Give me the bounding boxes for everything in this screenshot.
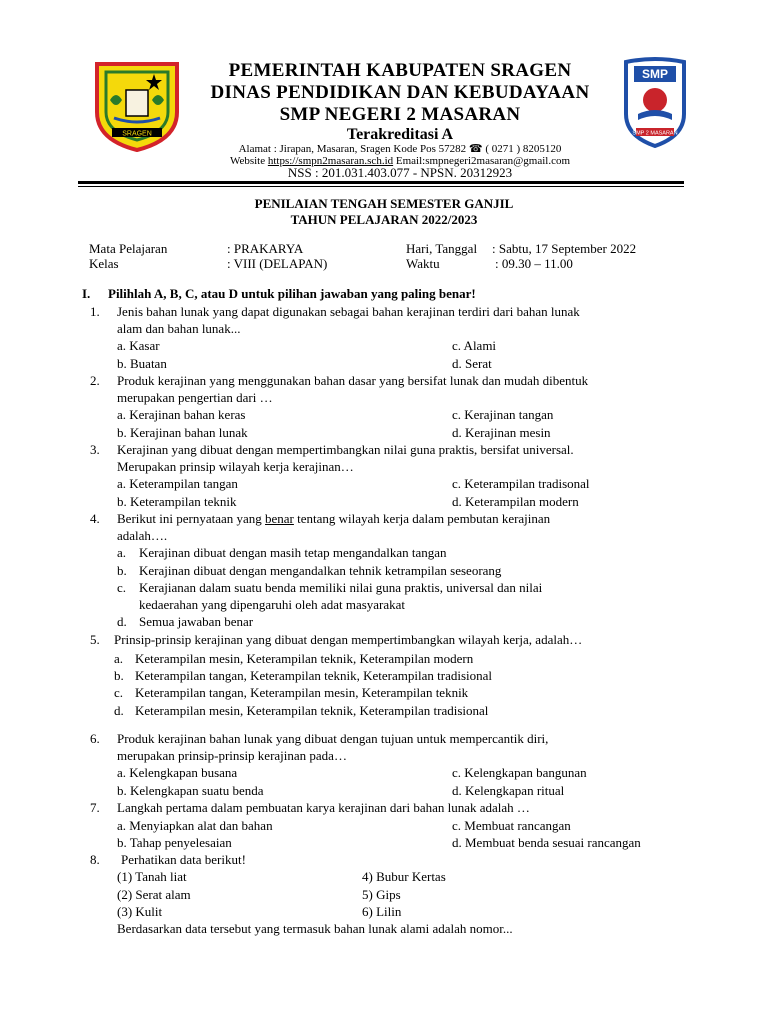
q4-text-underlined: benar (265, 511, 294, 526)
q8-item-4: 4) Bubur Kertas (362, 869, 446, 884)
q4-text-post: tentang wilayah kerja dalam pembutan kerajinan (293, 511, 551, 526)
class-value: : VIII (DELAPAN) (227, 256, 328, 271)
q4-number: 4. (90, 511, 100, 526)
q5-option-b-letter: b. (114, 668, 124, 683)
q8-item-3: (3) Kulit (117, 904, 163, 919)
exam-year: TAHUN PELAJARAN 2022/2023 (290, 212, 478, 227)
letterhead-school-name: SMP NEGERI 2 MASARAN (279, 104, 521, 125)
q5-option-d: Keterampilan mesin, Keterampilan teknik, Keterampilan tradisional (135, 703, 489, 718)
q5-number: 5. (90, 632, 100, 647)
q6-text-line1: Produk kerajinan bahan lunak yang dibuat dengan tujuan untuk mempercantik diri, (117, 731, 549, 746)
q8-item-5: 5) Gips (362, 887, 401, 902)
q6-option-b: b. Kelengkapan suatu benda (117, 783, 264, 798)
q4-text-line1 (117, 511, 550, 527)
class-label: Kelas (89, 256, 119, 271)
time-value: : 09.30 – 11.00 (495, 256, 573, 271)
q3-option-a: a. Keterampilan tangan (117, 476, 238, 491)
section-instruction: Pilihlah A, B, C, atau D untuk pilihan jawaban yang paling benar! (108, 286, 476, 301)
q7-option-d: d. Membuat benda sesuai rancangan (452, 835, 641, 850)
q7-option-a: a. Menyiapkan alat dan bahan (117, 818, 273, 833)
date-label: Hari, Tanggal (406, 241, 478, 256)
school-logo-text: SMP 2 MASARAN (632, 130, 678, 137)
letterhead-government: PEMERINTAH KABUPATEN SRAGEN (228, 60, 572, 81)
q5-option-c: Keterampilan tangan, Keterampilan mesin, Keterampilan teknik (135, 685, 469, 700)
q7-option-b: b. Tahap penyelesaian (117, 835, 232, 850)
q3-number: 3. (90, 442, 100, 457)
q2-option-b: b. Kerajinan bahan lunak (117, 425, 248, 440)
q1-number: 1. (90, 304, 100, 319)
q4-option-c-line1: Kerajianan dalam suatu benda memiliki nilai guna praktis, universal dan nilai (139, 580, 543, 595)
email-text: Email:smpnegeri2masaran@gmail.com (393, 155, 571, 167)
q4-text-pre: Berikut ini pernyataan yang (117, 511, 266, 526)
q2-option-a: a. Kerajinan bahan keras (117, 407, 246, 422)
website-label: Website (229, 155, 268, 167)
q3-text-line1: Kerajinan yang dibuat dengan mempertimbangkan nilai guna praktis, bersifat universal. (117, 442, 574, 457)
q5-option-b: Keterampilan tangan, Keterampilan teknik, Keterampilan tradisional (135, 668, 493, 683)
q4-option-c-line2: kedaerahan yang dipengaruhi oleh adat masyarakat (139, 597, 406, 612)
letterhead-divider-thick (78, 181, 684, 184)
school-address: Alamat : Jirapan, Masaran, Sragen Kode Pos 57282 ☎ ( 0271 ) 8205120 (238, 143, 562, 155)
q4-option-d: Semua jawaban benar (139, 614, 254, 629)
website-link[interactable]: https://smpn2masaran.sch.id (267, 155, 394, 167)
q5-option-a-letter: a. (114, 651, 124, 666)
q2-text-line2: merupakan pengertian dari … (117, 390, 273, 405)
q1-option-b: b. Buatan (117, 356, 167, 371)
school-logo (622, 56, 688, 148)
q1-text-line2: alam dan bahan lunak... (117, 321, 241, 336)
q6-text-line2: merupakan prinsip-prinsip kerajinan pada… (117, 748, 347, 763)
q3-option-d: d. Keterampilan modern (452, 494, 579, 509)
q2-text-line1: Produk kerajinan yang menggunakan bahan dasar yang bersifat lunak dan mudah dibentuk (117, 373, 589, 388)
q5-text-line1: Prinsip-prinsip kerajinan yang dibuat dengan mempertimbangkan wilayah kerja, adalah… (114, 632, 583, 647)
q8-text-line2: Berdasarkan data tersebut yang termasuk bahan lunak alami adalah nomor... (117, 921, 513, 936)
q3-option-c: c. Keterampilan tradisonal (452, 476, 590, 491)
q8-number: 8. (90, 852, 100, 867)
time-label: Waktu (406, 256, 440, 271)
section-number: I. (82, 286, 91, 301)
q2-option-d: d. Kerajinan mesin (452, 425, 551, 440)
exam-title: PENILAIAN TENGAH SEMESTER GANJIL (254, 196, 514, 211)
q3-option-b: b. Keterampilan teknik (117, 494, 237, 509)
accreditation: Terakreditasi A (346, 126, 454, 143)
q6-option-a: a. Kelengkapan busana (117, 765, 238, 780)
q4-option-a: Kerajinan dibuat dengan masih tetap mengandalkan tangan (139, 545, 447, 560)
q7-option-c: c. Membuat rancangan (452, 818, 571, 833)
q7-number: 7. (90, 800, 100, 815)
q5-option-d-letter: d. (114, 703, 124, 718)
q4-text-line2: adalah…. (117, 528, 168, 543)
q8-item-6: 6) Lilin (362, 904, 402, 919)
subject-label: Mata Pelajaran (89, 241, 168, 256)
q1-option-d: d. Serat (452, 356, 492, 371)
q5-option-a: Keterampilan mesin, Keterampilan teknik, Keterampilan modern (135, 651, 474, 666)
letterhead-department: DINAS PENDIDIKAN DAN KEBUDAYAAN (210, 82, 590, 103)
q2-number: 2. (90, 373, 100, 388)
q8-item-1: (1) Tanah liat (117, 869, 187, 884)
q8-item-2: (2) Serat alam (117, 887, 191, 902)
q1-option-c: c. Alami (452, 338, 497, 353)
q4-option-b: Kerajinan dibuat dengan mengandalkan tehnik ketrampilan seseorang (139, 563, 502, 578)
q6-number: 6. (90, 731, 100, 746)
sragen-logo-text: SRAGEN (122, 130, 152, 138)
svg-text:SMP: SMP (641, 67, 669, 81)
q2-option-c: c. Kerajinan tangan (452, 407, 554, 422)
subject-value: : PRAKARYA (227, 241, 304, 256)
q6-option-d: d. Kelengkapan ritual (452, 783, 565, 798)
q4-option-b-letter: b. (117, 563, 127, 578)
q1-text-line1: Jenis bahan lunak yang dapat digunakan sebagai bahan kerajinan terdiri dari bahan lunak (117, 304, 580, 319)
q4-option-c-letter: c. (117, 580, 127, 595)
letterhead-divider-thin (78, 186, 684, 187)
q5-option-c-letter: c. (114, 685, 124, 700)
q1-option-a: a. Kasar (117, 338, 160, 353)
nss-npsn: NSS : 201.031.403.077 - NPSN. 20312923 (287, 165, 513, 180)
q7-text-line1: Langkah pertama dalam pembuatan karya kerajinan dari bahan lunak adalah … (117, 800, 530, 815)
q8-text-line1: Perhatikan data berikut! (121, 852, 246, 867)
q6-option-c: c. Kelengkapan bangunan (452, 765, 587, 780)
q3-text-line2: Merupakan prinsip wilayah kerja kerajinan… (117, 459, 354, 474)
q4-option-a-letter: a. (117, 545, 127, 560)
sragen-regency-logo (92, 60, 182, 152)
date-value: : Sabtu, 17 September 2022 (492, 241, 637, 256)
q4-option-d-letter: d. (117, 614, 127, 629)
